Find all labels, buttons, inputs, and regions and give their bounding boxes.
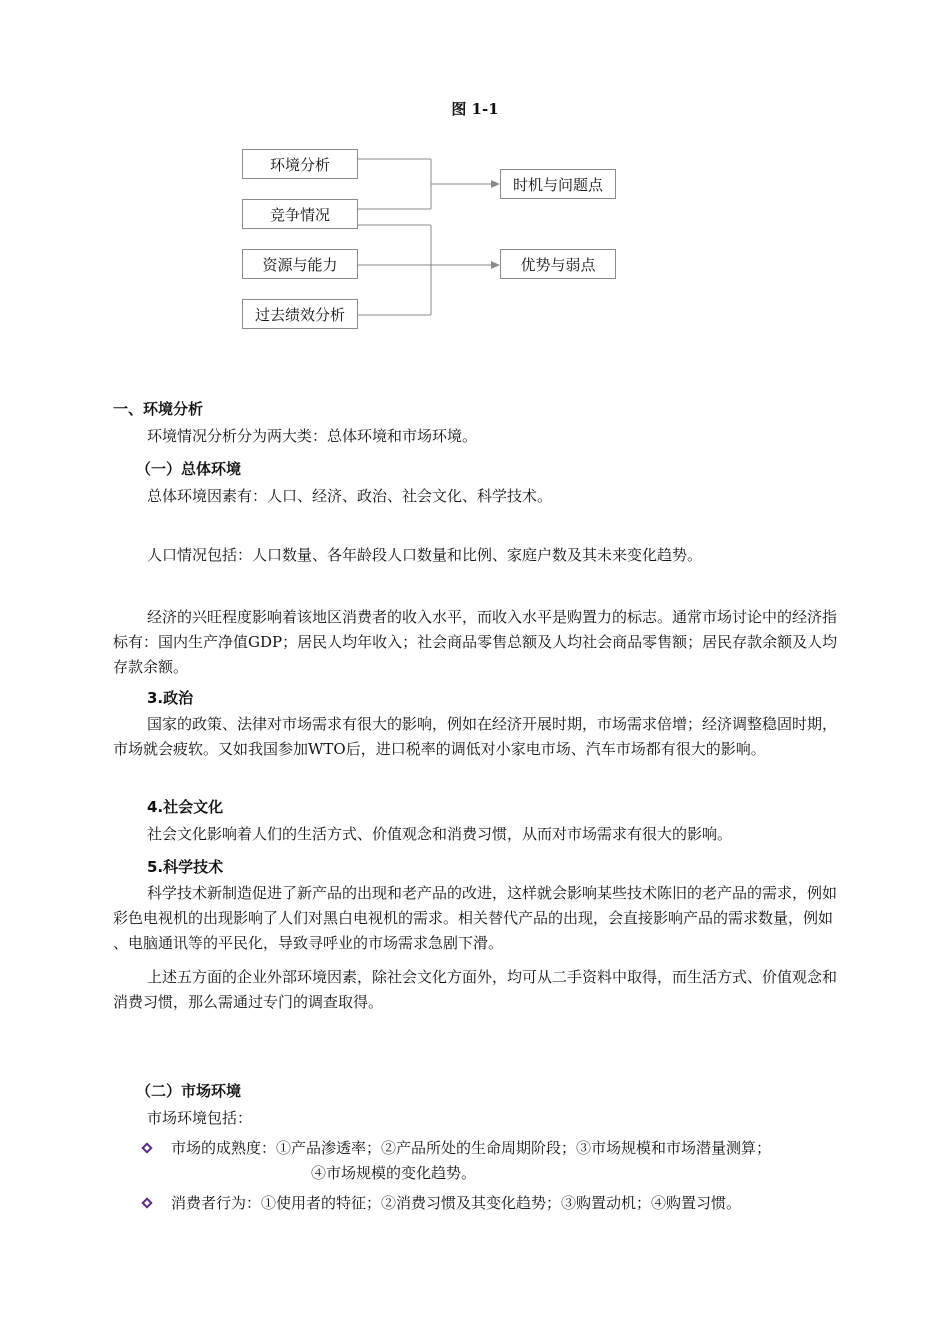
politics-heading: 3.政治 bbox=[147, 689, 194, 707]
arrow-head-icon bbox=[491, 261, 500, 269]
box-opportunities: 时机与问题点 bbox=[500, 169, 616, 199]
box-environment-analysis: 环境分析 bbox=[242, 149, 358, 179]
culture-paragraph: 社会文化影响着人们的生活方式、价值观念和消费习惯，从而对市场需求有很大的影响。 bbox=[147, 825, 733, 843]
diamond-bullet-icon bbox=[142, 1143, 152, 1153]
economy-paragraph: 经济的兴旺程度影响着该地区消费者的收入水平，而收入水平是购置力的标志。通常市场讨论中的经济指标有：国内生产净值GDP；居民人均年收入；社会商品零售总额及人均社会商品零售额；居民存款余额及人均存款余额。 bbox=[113, 608, 838, 676]
subsection-heading-market: （二）市场环境 bbox=[136, 1082, 242, 1100]
section-heading: 一、环境分析 bbox=[113, 400, 204, 418]
summary-paragraph: 上述五方面的企业外部环境因素，除社会文化方面外，均可从二手资料中取得，而生活方式、价值观念和消费习惯，那么需通过专门的调查取得。 bbox=[113, 968, 838, 1011]
market-intro: 市场环境包括： bbox=[147, 1109, 253, 1127]
arrow-head-icon bbox=[491, 180, 500, 188]
culture-heading: 4.社会文化 bbox=[147, 798, 224, 816]
tech-paragraph: 科学技术新制造促进了新产品的出现和老产品的改进，这样就会影响某些技术陈旧的老产品的需求，例如彩色电视机的出现影响了人们对黑白电视机的需求。相关替代产品的出现，会直接影响产品的需求数量，例如 、电脑通讯等的平民化，导致寻呼业的市场需求急剧下滑。 bbox=[113, 884, 857, 952]
section-intro: 环境情况分析分为两大类：总体环境和市场环境。 bbox=[147, 427, 478, 445]
bullet-maturity-line2: ④市场规模的变化趋势。 bbox=[311, 1164, 477, 1182]
politics-paragraph: 国家的政策、法律对市场需求有很大的影响，例如在经济开展时期，市场需求倍增；经济调整稳固时期，市场就会疲软。又如我国参加WTO后，进口税率的调低对小家电市场、汽车市场都有很大的影响。 bbox=[113, 715, 838, 758]
tech-heading: 5.科学技术 bbox=[147, 858, 224, 876]
box-strengths-weaknesses: 优势与弱点 bbox=[500, 249, 616, 279]
box-resources: 资源与能力 bbox=[242, 249, 358, 279]
general-intro: 总体环境因素有：人口、经济、政治、社会文化、科学技术。 bbox=[147, 487, 553, 505]
diamond-bullet-icon bbox=[142, 1198, 152, 1208]
population-paragraph: 人口情况包括：人口数量、各年龄段人口数量和比例、家庭户数及其未来变化趋势。 bbox=[147, 546, 703, 564]
bullet-maturity-line1: 市场的成熟度：①产品渗透率；②产品所处的生命周期阶段；③市场规模和市场潜量测算； bbox=[171, 1139, 772, 1157]
box-past-performance: 过去绩效分析 bbox=[242, 299, 358, 329]
diagram-connectors bbox=[0, 0, 950, 380]
figure-title: 图 1-1 bbox=[451, 100, 499, 118]
bullet-consumer-behavior: 消费者行为：①使用者的特征；②消费习惯及其变化趋势；③购置动机；④购置习惯。 bbox=[171, 1194, 742, 1212]
subsection-heading-general: （一）总体环境 bbox=[136, 460, 242, 478]
box-competition: 竞争情况 bbox=[242, 199, 358, 229]
